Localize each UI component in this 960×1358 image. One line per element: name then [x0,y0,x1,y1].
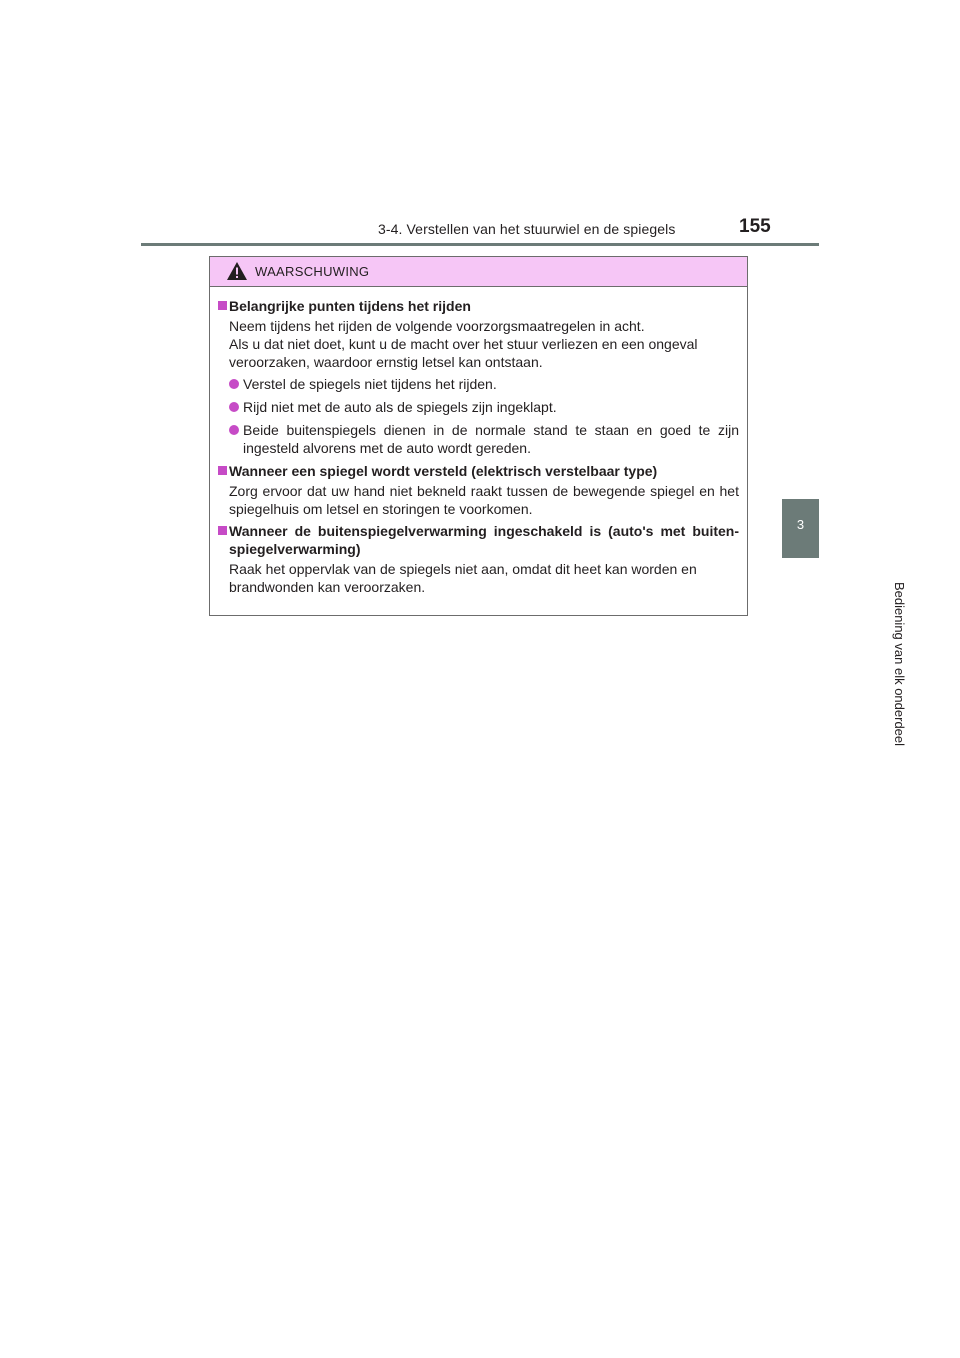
round-bullet-icon [229,425,239,435]
bullet-text: Rijd niet met de auto als de spiegels zijn ingeklapt. [243,399,557,415]
chapter-title: Bediening van elk onderdeel [892,581,907,747]
page-number: 155 [739,216,771,237]
square-bullet-icon [218,466,227,475]
square-bullet-icon [218,526,227,535]
paragraph-line: Neem tijdens het rijden de volgende voorzorgsmaatregelen in acht. [229,318,645,334]
warning-section [218,462,739,518]
bullet-item [218,421,739,457]
paragraph-line: Als u dat niet doet, kunt u de macht over het stuur verliezen en een ongeval veroorzaken, waardoor ernstig letsel kan ontstaan. [229,336,698,370]
section-heading-text: Wanneer de buitenspiegelverwarming ingeschakeld is (auto's met buiten-spiegelverwarming) [229,523,739,557]
section-heading [218,522,739,558]
section-heading-text: Belangrijke punten tijdens het rijden [229,298,471,314]
warning-body [210,287,747,596]
section-heading-text: Wanneer een spiegel wordt versteld (elektrisch verstelbaar type) [229,463,658,479]
section-heading [218,297,739,315]
warning-header [210,257,747,287]
paragraph: Raak het oppervlak van de spiegels niet aan, omdat dit heet kan worden en brandwonden kan veroorzaken. [229,561,697,595]
running-header-section: 3-4. Verstellen van het stuurwiel en de spiegels [378,221,676,237]
section-heading [218,462,739,480]
bullet-text: Verstel de spiegels niet tijdens het rijden. [243,376,497,392]
warning-section [218,297,739,457]
round-bullet-icon [229,379,239,389]
paragraph: Zorg ervoor dat uw hand niet bekneld raakt tussen de bewegende spiegel en het spiegelhuis om letsel en storingen te voorkomen. [229,483,739,517]
bullet-item [218,398,739,416]
header-rule [141,243,819,246]
chapter-number: 3 [796,517,805,532]
bullet-text: Beide buitenspiegels dienen in de normale stand te staan en goed te zijn ingesteld alvorens met de auto wordt gereden. [243,422,739,456]
bullet-item [218,375,739,393]
square-bullet-icon [218,301,227,310]
round-bullet-icon [229,402,239,412]
warning-box [209,256,748,616]
paragraph [218,317,739,371]
chapter-tab [782,499,819,558]
warning-title: WAARSCHUWING [255,264,370,279]
warning-triangle-icon [226,261,248,281]
warning-section [218,522,739,596]
